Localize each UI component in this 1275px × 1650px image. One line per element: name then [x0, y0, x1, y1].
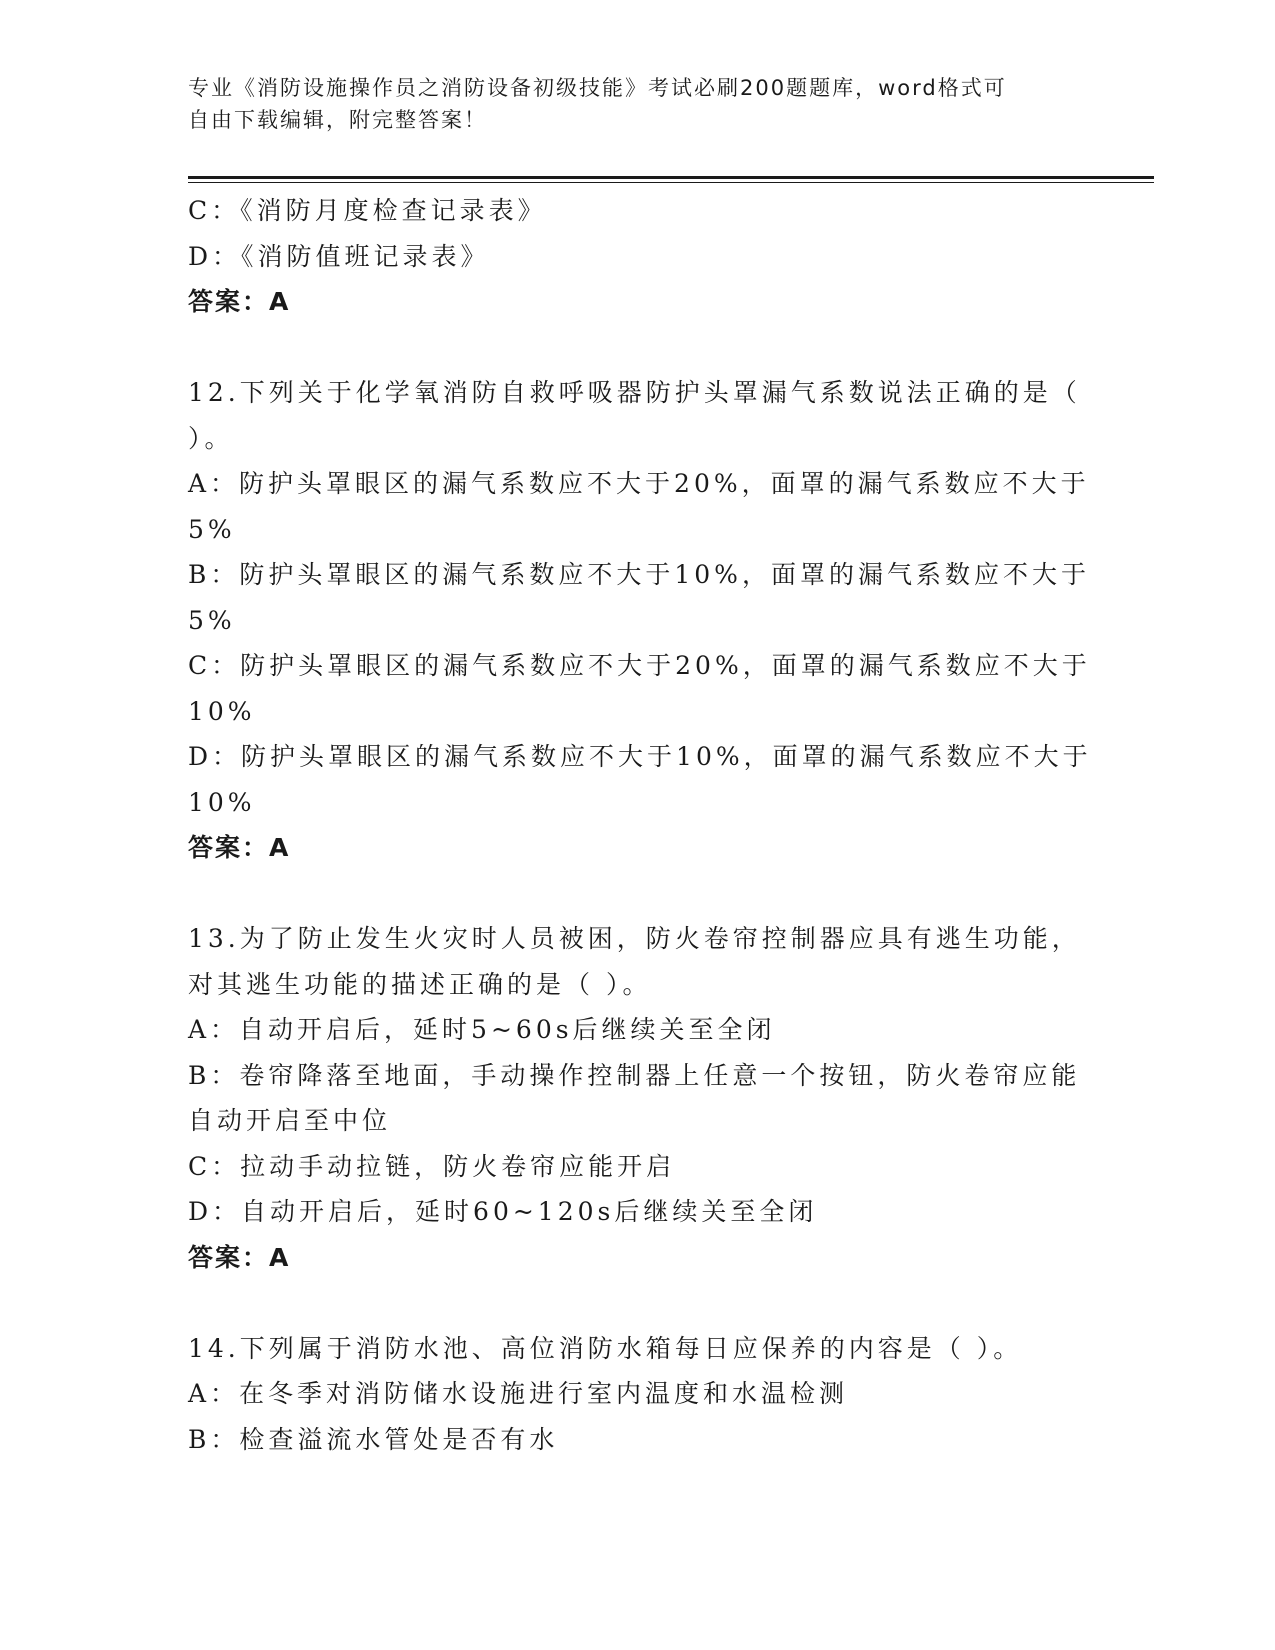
header-line-2: 自由下载编辑，附完整答案！: [188, 108, 487, 132]
option-b: B：卷帘降落至地面，手动操作控制器上任意一个按钮，防火卷帘应能: [188, 1060, 1081, 1090]
option-a-cont: 5%: [188, 514, 236, 544]
answer-line: 答案：A: [188, 833, 291, 862]
option-d-cont: 10%: [188, 787, 256, 817]
document-header: [188, 72, 1068, 136]
spacer: [188, 325, 1088, 371]
header-line-1: 专业《消防设施操作员之消防设备初级技能》考试必刷200题题库，word格式可: [188, 76, 1007, 100]
spacer: [188, 1280, 1088, 1326]
option-a: A：自动开启后，延时5~60s后继续关至全闭: [188, 1015, 776, 1044]
question-12-stem: 12.下列关于化学氧消防自救呼吸器防护头罩漏气系数说法正确的是（: [188, 378, 1081, 407]
question-13-stem: 13.为了防止发生火灾时人员被困，防火卷帘控制器应具有逃生功能，: [188, 924, 1081, 953]
option-b-cont: 5%: [188, 605, 236, 635]
question-13-stem-cont: 对其逃生功能的描述正确的是（ ）。: [188, 969, 652, 999]
option-b-cont: 自动开启至中位: [188, 1106, 392, 1135]
option-a: A：防护头罩眼区的漏气系数应不大于20%，面罩的漏气系数应不大于: [188, 469, 1090, 498]
option-a: A：在冬季对消防储水设施进行室内温度和水温检测: [188, 1379, 849, 1408]
question-12-stem-cont: ）。: [188, 423, 234, 453]
header-divider-thin: [188, 182, 1154, 183]
option-d: D：自动开启后，延时60~120s后继续关至全闭: [188, 1197, 818, 1226]
option-d: D：防护头罩眼区的漏气系数应不大于10%，面罩的漏气系数应不大于: [188, 742, 1092, 771]
answer-line: 答案：A: [188, 1242, 291, 1272]
option-c: C：拉动手动拉链，防火卷帘应能开启: [188, 1151, 676, 1181]
option-c: C：防护头罩眼区的漏气系数应不大于20%，面罩的漏气系数应不大于: [188, 651, 1091, 680]
option-b: B：检查溢流水管处是否有水: [188, 1424, 559, 1454]
answer-line: 答案：A: [188, 287, 291, 316]
question-14-stem: 14.下列属于消防水池、高位消防水箱每日应保养的内容是（ ）。: [188, 1333, 1023, 1363]
header-divider-thick: [188, 176, 1154, 179]
option-d: D：《消防值班记录表》: [188, 241, 490, 271]
spacer: [188, 871, 1088, 917]
option-c: C：《消防月度检查记录表》: [188, 196, 547, 225]
option-b: B：防护头罩眼区的漏气系数应不大于10%，面罩的漏气系数应不大于: [188, 560, 1090, 589]
question-content: [188, 188, 1092, 1462]
option-c-cont: 10%: [188, 696, 256, 726]
